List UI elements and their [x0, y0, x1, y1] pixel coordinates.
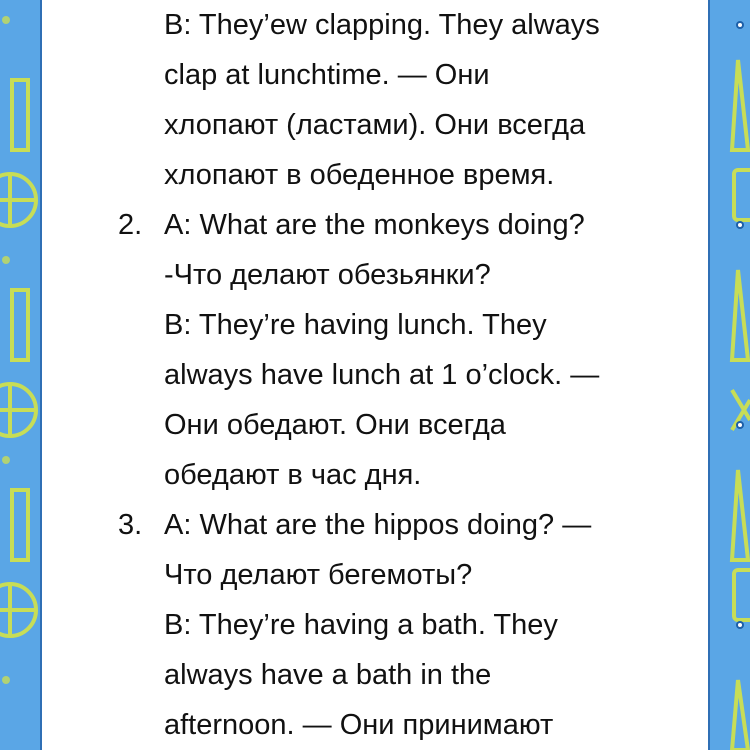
- right-pattern-border: [708, 0, 750, 750]
- list-item: [42, 200, 708, 500]
- dialogue-line: хлопают (ластами). Они всегда: [164, 109, 586, 141]
- dialogue-line: afternoon. — Они принимают: [164, 709, 554, 741]
- dialogue-line: Они обедают. Они всегда: [164, 409, 506, 441]
- dialogue-line: A: What are the hippos doing? —: [164, 509, 592, 541]
- list-number: 2.: [118, 209, 143, 241]
- answer-list: [42, 0, 708, 750]
- list-item: [42, 500, 708, 750]
- dialogue-line: A: What are the monkeys doing?: [164, 209, 585, 241]
- dialogue-line: always have a bath in the: [164, 659, 492, 691]
- list-number: 3.: [118, 509, 143, 541]
- list-item-continued: [42, 0, 708, 200]
- dialogue-line: clap at lunchtime. — Они: [164, 59, 490, 91]
- dialogue-line: обедают в час дня.: [164, 459, 422, 491]
- dialogue-line: B: They’re having a bath. They: [164, 609, 558, 641]
- dialogue-line: -Что делают обезьянки?: [164, 259, 491, 291]
- dialogue-line: B: They’ew clapping. They always: [164, 9, 600, 41]
- dialogue-line: B: They’re having lunch. They: [164, 309, 547, 341]
- dialogue-line: хлопают в обеденное время.: [164, 159, 555, 191]
- left-pattern-border: [0, 0, 42, 750]
- dialogue-line: Что делают бегемоты?: [164, 559, 473, 591]
- dialogue-line: always have lunch at 1 o’clock. —: [164, 359, 600, 391]
- document-page: [42, 0, 708, 750]
